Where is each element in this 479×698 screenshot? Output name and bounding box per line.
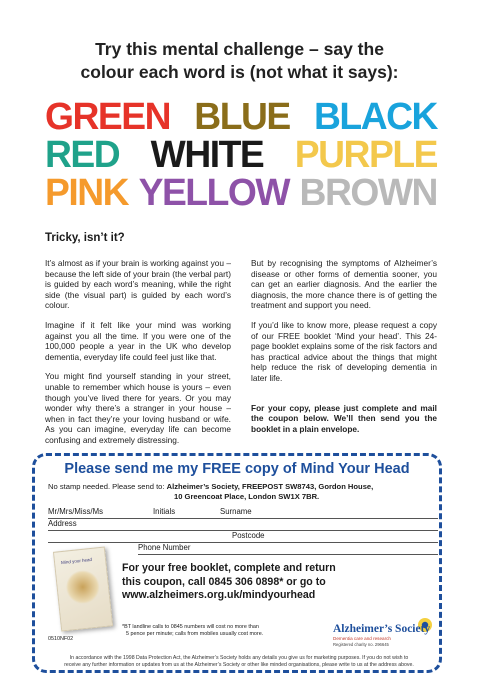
- right-bold-paragraph: For your copy, please just complete and mail the coupon below. We’ll then send you the booklet in a plain envelope.: [251, 402, 437, 434]
- left-paragraph: Imagine if it felt like your mind was working against you all the time. If you were one of the 100,000 people a year in the UK who develop dementia, everyday life could feel just like that.: [45, 319, 231, 362]
- alzheimers-society-logo: [333, 614, 438, 648]
- color-word-purple: PURPLE: [294, 134, 437, 176]
- left-paragraph: It’s almost as if your brain is working against you – because the left side of your brain (the verbal part) is guided by each word’s meaning, while the right side (the visual part) is guided by each word’s colour.: [45, 258, 231, 311]
- charity-number: Registered charity no. 296645: [333, 642, 389, 647]
- headline: [0, 38, 479, 84]
- title-label: Mr/Mrs/Miss/Ms: [48, 507, 103, 516]
- call-cost-line-2: 5 pence per minute; calls from mobiles usually cost more.: [126, 631, 264, 637]
- body-columns: [45, 258, 437, 455]
- surname-label: Surname: [220, 507, 252, 516]
- cta-url[interactable]: www.alzheimers.org.uk/mindyourhead: [122, 589, 316, 601]
- color-word-green: GREEN: [45, 96, 171, 138]
- coupon: [32, 453, 442, 673]
- call-cost-line-1: *BT landline calls to 0845 numbers will cost no more than: [122, 624, 259, 630]
- logo-name: Alzheimer’s Society: [333, 623, 431, 635]
- color-word-blue: BLUE: [194, 96, 290, 138]
- right-paragraph: If you’d like to know more, please request a copy of our FREE booklet ‘Mind your head’. This 24-page booklet explains some of the risk factors and has practical advice about the things that might help reduce the risk of developing dementia in later life.: [251, 319, 437, 383]
- reference-code: 0510NF02: [48, 636, 74, 642]
- data-protection-notice: [41, 655, 437, 669]
- left-paragraph: You might find yourself standing in your street, unable to remember which house is yours – even though you’ve lived there for years. Or you may wonder why there’s a stranger in your house – when in fact they’re your loving husband or wife. As you can imagine, everyday life can become confusing and extremely distressing.: [45, 371, 231, 445]
- postcode-label: Postcode: [232, 531, 265, 540]
- color-word-row: [45, 98, 437, 136]
- stamp-address-line-1: Alzheimer’s Society, FREEPOST SW8743, Gordon House,: [166, 482, 374, 491]
- call-to-action: [122, 562, 362, 603]
- tricky-heading: Tricky, isn’t it?: [45, 232, 125, 244]
- booklet-title: Mind your head: [60, 556, 93, 566]
- data-protection-line-2: receive any further information or updates from us at the Alzheimer’s Society or other like minded organisations, please write to us at the address above.: [64, 662, 414, 668]
- color-word-row: [45, 136, 437, 174]
- right-column: [251, 258, 437, 455]
- color-word-brown: BROWN: [299, 172, 437, 214]
- freepost-address: [48, 482, 438, 502]
- color-word-row: [45, 174, 437, 212]
- initials-label: Initials: [153, 507, 176, 516]
- logo-tagline: Dementia care and research: [333, 636, 391, 641]
- left-column: [45, 258, 231, 455]
- right-paragraph: But by recognising the symptoms of Alzheimer’s disease or other forms of dementia sooner, you can get an earlier diagnosis. And the earlier the diagnosis, the more chance there is of getting the treatment and support you need.: [251, 258, 437, 311]
- color-word-black: BLACK: [314, 96, 437, 138]
- stamp-prefix: No stamp needed. Please send to:: [48, 482, 167, 491]
- cta-line-1: For your free booklet, complete and return: [122, 562, 336, 574]
- color-word-white: WHITE: [150, 134, 264, 176]
- booklet-image: [53, 547, 113, 632]
- call-cost-note: [122, 624, 282, 638]
- phone-field-row[interactable]: [138, 542, 438, 555]
- color-word-grid: [45, 98, 437, 212]
- coupon-title: Please send me my FREE copy of Mind Your Head: [64, 461, 410, 477]
- headline-line-2: colour each word is (not what it says):: [80, 62, 399, 82]
- phone-label: Phone Number: [138, 543, 191, 552]
- booklet-artwork: [64, 568, 101, 605]
- color-word-yellow: YELLOW: [138, 172, 290, 214]
- data-protection-line-1: In accordance with the 1998 Data Protection Act, the Alzheimer’s Society holds any details you give us for marketing purposes. If you do not wish to: [69, 655, 409, 661]
- color-word-pink: PINK: [45, 172, 129, 214]
- address-label: Address: [48, 519, 77, 528]
- color-word-red: RED: [45, 134, 120, 176]
- cta-line-2: this coupon, call 0845 306 0898* or go to: [122, 575, 326, 588]
- stamp-address-line-2: 10 Greencoat Place, London SW1X 7BR.: [174, 492, 320, 501]
- headline-line-1: Try this mental challenge – say the: [95, 39, 384, 59]
